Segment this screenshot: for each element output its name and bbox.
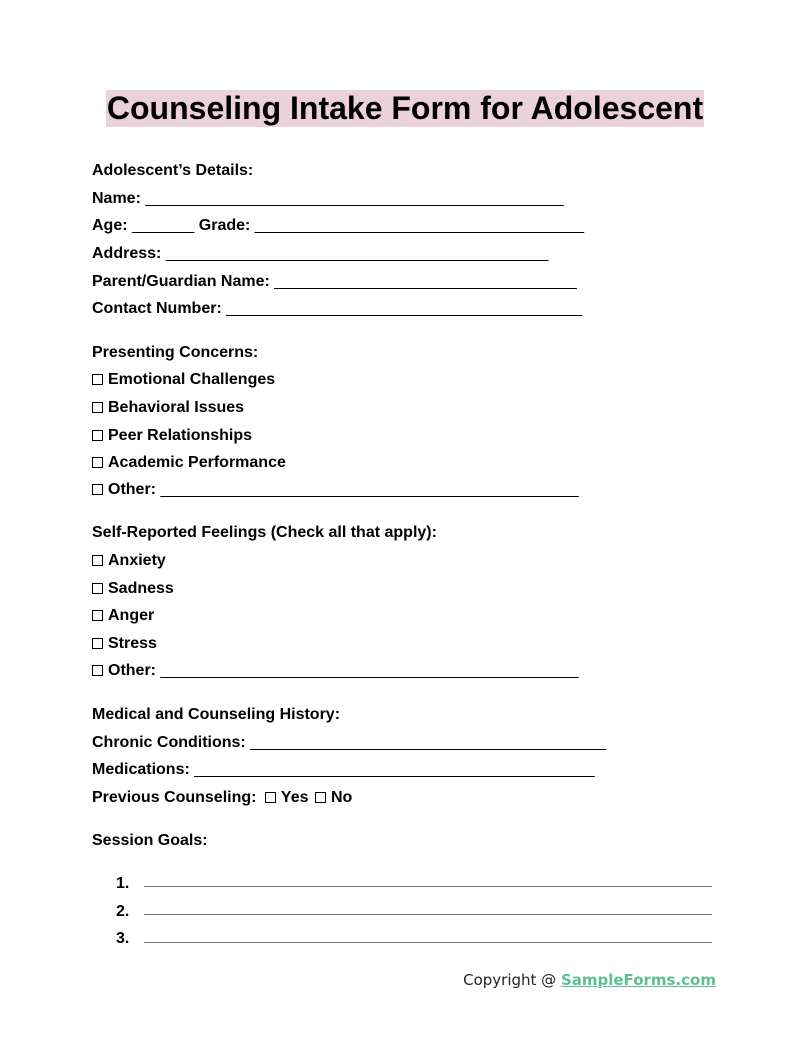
yes-label: Yes bbox=[280, 789, 309, 806]
checkbox-label: Stress bbox=[108, 635, 157, 652]
checkbox-academic-performance[interactable] bbox=[92, 453, 286, 473]
checkbox-label: Anger bbox=[108, 607, 155, 624]
checkbox-stress[interactable] bbox=[92, 634, 157, 654]
checkbox-label: Sadness bbox=[108, 580, 174, 597]
medications-label: Medications: bbox=[92, 761, 190, 778]
grade-label: Grade: bbox=[198, 217, 251, 234]
checkbox-icon[interactable] bbox=[92, 665, 103, 676]
checkbox-feelings-other[interactable] bbox=[92, 661, 579, 681]
checkbox-icon[interactable] bbox=[92, 610, 103, 621]
medications-field[interactable] bbox=[92, 760, 595, 780]
parent-guardian-field[interactable] bbox=[92, 272, 577, 292]
goal-line-1[interactable] bbox=[144, 886, 712, 887]
checkbox-icon[interactable] bbox=[92, 457, 103, 468]
name-field[interactable] bbox=[92, 189, 564, 209]
goal-line-2[interactable] bbox=[144, 914, 712, 915]
chronic-conditions-field[interactable] bbox=[92, 733, 606, 753]
goal-number-1: 1. bbox=[116, 875, 130, 892]
chronic-label: Chronic Conditions: bbox=[92, 734, 246, 751]
contact-label: Contact Number: bbox=[92, 300, 222, 317]
section-heading-history: Medical and Counseling History: bbox=[92, 706, 341, 723]
section-heading-concerns: Presenting Concerns: bbox=[92, 344, 259, 361]
checkbox-label: Other: bbox=[108, 662, 156, 679]
feelings-other-blank[interactable]: _______________________________________________ bbox=[160, 662, 579, 679]
checkbox-label: Behavioral Issues bbox=[108, 399, 245, 416]
goal-number-3: 3. bbox=[116, 930, 130, 947]
checkbox-label: Emotional Challenges bbox=[108, 371, 276, 388]
address-label: Address: bbox=[92, 245, 162, 262]
title-container bbox=[0, 90, 810, 127]
checkbox-icon[interactable] bbox=[92, 555, 103, 566]
section-heading-goals: Session Goals: bbox=[92, 832, 208, 849]
name-label: Name: bbox=[92, 190, 141, 207]
parent-label: Parent/Guardian Name: bbox=[92, 273, 270, 290]
checkbox-icon[interactable] bbox=[92, 583, 103, 594]
contact-number-field[interactable] bbox=[92, 299, 582, 319]
goal-line-3[interactable] bbox=[144, 942, 712, 943]
no-label: No bbox=[330, 789, 353, 806]
checkbox-peer-relationships[interactable] bbox=[92, 426, 252, 446]
section-heading-feelings: Self-Reported Feelings (Check all that apply): bbox=[92, 524, 437, 541]
address-field[interactable] bbox=[92, 244, 548, 264]
contact-blank[interactable]: ________________________________________ bbox=[226, 300, 583, 317]
section-heading-adolescent: Adolescent’s Details: bbox=[92, 162, 254, 179]
medications-blank[interactable]: _____________________________________________ bbox=[194, 761, 595, 778]
checkbox-icon[interactable] bbox=[92, 484, 103, 495]
checkbox-anxiety[interactable] bbox=[92, 551, 166, 571]
chronic-blank[interactable]: ________________________________________ bbox=[250, 734, 607, 751]
checkbox-emotional-challenges[interactable] bbox=[92, 370, 275, 390]
grade-blank[interactable]: _____________________________________ bbox=[254, 217, 585, 234]
sampleforms-link[interactable]: SampleForms.com bbox=[560, 971, 716, 989]
address-blank[interactable]: ___________________________________________ bbox=[165, 245, 549, 262]
age-label: Age: bbox=[92, 217, 128, 234]
checkbox-concerns-other[interactable] bbox=[92, 480, 579, 500]
checkbox-anger[interactable] bbox=[92, 606, 154, 626]
checkbox-yes[interactable] bbox=[265, 792, 276, 803]
checkbox-label: Anxiety bbox=[108, 552, 166, 569]
age-blank[interactable]: _______ bbox=[132, 217, 195, 234]
concerns-other-blank[interactable]: _______________________________________________ bbox=[160, 481, 579, 498]
checkbox-sadness[interactable] bbox=[92, 579, 174, 599]
page-title: Counseling Intake Form for Adolescent bbox=[106, 90, 704, 126]
checkbox-label: Other: bbox=[108, 481, 156, 498]
checkbox-no[interactable] bbox=[315, 792, 326, 803]
name-blank[interactable]: _______________________________________________ bbox=[145, 190, 564, 207]
checkbox-behavioral-issues[interactable] bbox=[92, 398, 244, 418]
goal-number-2: 2. bbox=[116, 903, 130, 920]
previous-counseling-row bbox=[92, 788, 352, 808]
copyright-text: Copyright @ bbox=[463, 971, 561, 989]
checkbox-label: Peer Relationships bbox=[108, 427, 253, 444]
previous-counseling-label: Previous Counseling: bbox=[92, 789, 257, 806]
parent-blank[interactable]: __________________________________ bbox=[274, 273, 577, 290]
checkbox-icon[interactable] bbox=[92, 638, 103, 649]
checkbox-icon[interactable] bbox=[92, 430, 103, 441]
checkbox-label: Academic Performance bbox=[108, 454, 286, 471]
checkbox-icon[interactable] bbox=[92, 374, 103, 385]
footer-copyright bbox=[463, 971, 716, 989]
age-grade-row bbox=[92, 216, 584, 236]
checkbox-icon[interactable] bbox=[92, 402, 103, 413]
